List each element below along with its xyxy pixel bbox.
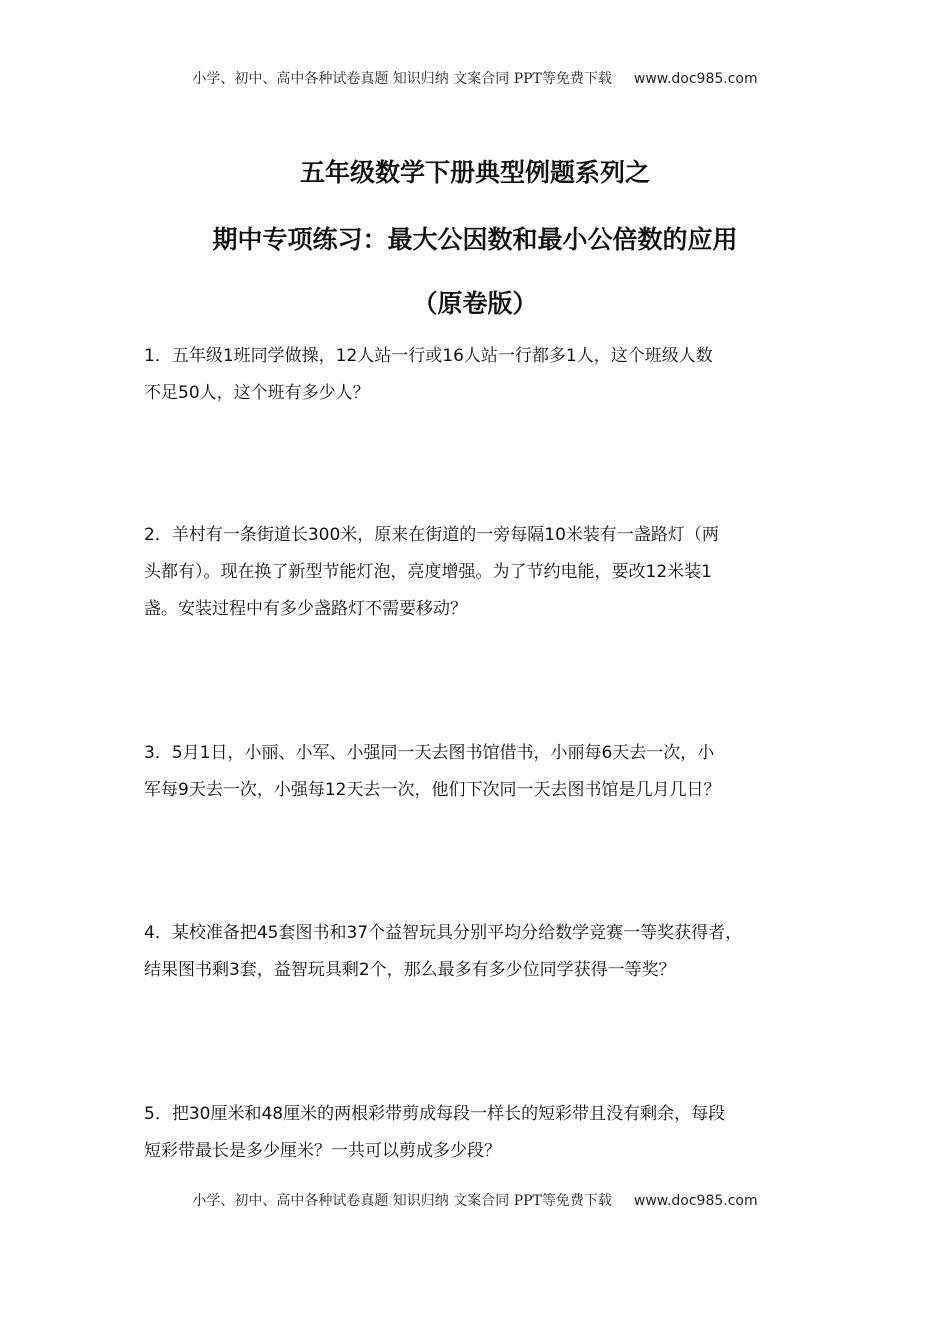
question-2-line-1: 2．羊村有一条街道长300米，原来在街道的一旁每隔10米装有一盏路灯（两 [144, 525, 719, 545]
page-header [0, 68, 950, 88]
question-2 [144, 517, 810, 628]
question-1 [144, 338, 810, 412]
question-1-line-2: 不足50人，这个班有多少人？ [144, 383, 370, 403]
question-4-line-1: 4．某校准备把45套图书和37个益智玩具分别平均分给数学竞赛一等奖获得者， [144, 923, 743, 943]
footer-site-link[interactable]: www.doc985.com [633, 1193, 758, 1209]
question-3-line-2: 军每9天去一次，小强每12天去一次，他们下次同一天去图书馆是几月几日？ [144, 780, 721, 800]
question-4 [144, 915, 810, 989]
header-site-link[interactable]: www.doc985.com [633, 71, 758, 87]
question-2-line-2: 头都有）。现在换了新型节能灯泡，亮度增强。为了节约电能，要改12米装1 [144, 562, 712, 582]
question-5 [144, 1096, 810, 1170]
question-1-line-1: 1．五年级1班同学做操，12人站一行或16人站一行都多1人，这个班级人数 [144, 346, 713, 366]
question-3-line-1: 3．5月1日，小丽、小军、小强同一天去图书馆借书，小丽每6天去一次，小 [144, 743, 715, 763]
header-text: 小学、初中、高中各种试卷真题 知识归纳 文案合同 PPT等免费下载 [192, 71, 612, 87]
footer-text: 小学、初中、高中各种试卷真题 知识归纳 文案合同 PPT等免费下载 [192, 1193, 612, 1209]
question-2-line-3: 盏。安装过程中有多少盏路灯不需要移动？ [144, 599, 467, 619]
question-5-line-2: 短彩带最长是多少厘米？一共可以剪成多少段？ [144, 1141, 501, 1161]
title-line-3: （原卷版） [412, 289, 538, 318]
title-line-2: 期中专项练习：最大公因数和最小公倍数的应用 [212, 225, 738, 254]
question-3 [144, 735, 810, 809]
question-5-line-1: 5．把30厘米和48厘米的两根彩带剪成每段一样长的短彩带且没有剩余，每段 [144, 1104, 726, 1124]
question-4-line-2: 结果图书剩3套，益智玩具剩2个，那么最多有多少位同学获得一等奖？ [144, 960, 676, 980]
title-line-1: 五年级数学下册典型例题系列之 [299, 158, 650, 187]
page-footer [0, 1190, 950, 1210]
